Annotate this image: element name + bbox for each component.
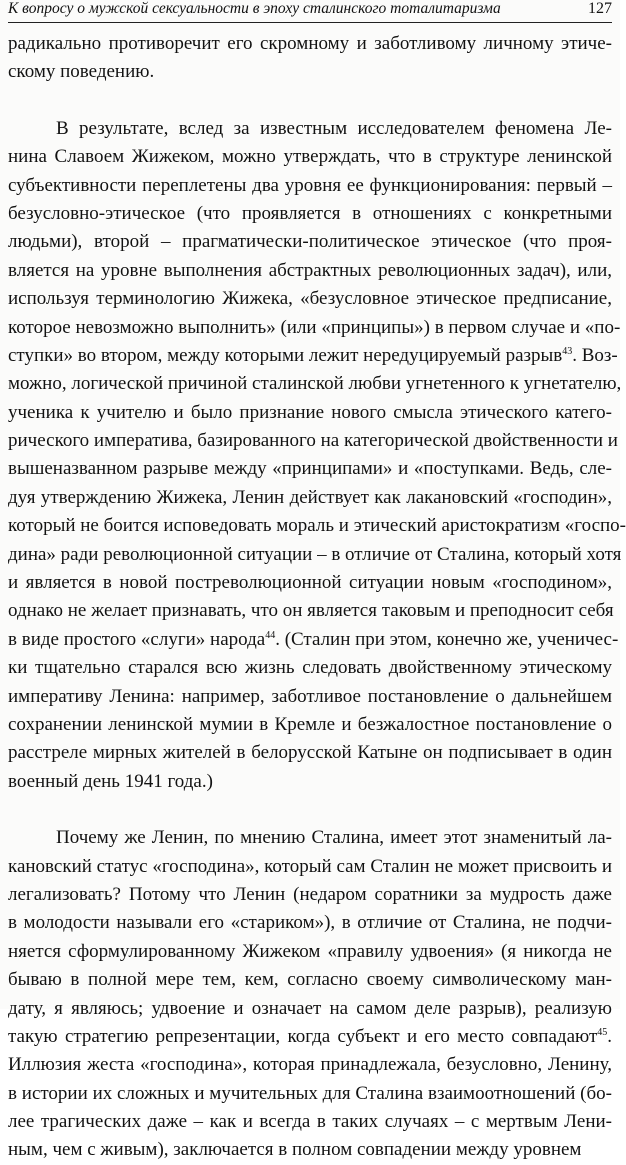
text-line: ступки» во втором, между которыми лежит нередуцируемый разрыв$^{43}$. Воз-	[8, 344, 618, 366]
text-line: которое невозможно выполнить» (или «принципы») в первом случае и «по-	[8, 316, 621, 338]
footnote-marker[interactable]: 44	[265, 629, 276, 641]
running-header	[8, 0, 612, 23]
text-line: Почему же Ленин, по мнению Сталина, имеет этот знаменитый ла-	[56, 827, 612, 849]
text-line: можно, логической причиной сталинской любви угнетенного к угнетателю,	[8, 373, 622, 395]
paragraph-gap	[8, 87, 612, 115]
text-line: скому поведению.	[8, 61, 155, 83]
text-line: ным, чем с живым), заключается в полном совпадении между уровнем	[8, 1139, 582, 1161]
text-line: людьми), второй – прагматически-политическое этическое (что проя-	[8, 231, 612, 253]
text-line: который не боится исповедовать мораль и этический аристократизм «госпо-	[8, 515, 626, 537]
text-line: дату, я являюсь; удвоение и означает на самом деле разрыв), реализую	[8, 997, 612, 1019]
text-line: кановский статус «господина», который сам Сталин не может присвоить и	[8, 855, 612, 877]
running-title: К вопросу о мужской сексуальности в эпоху сталинского тоталитаризма	[8, 0, 501, 17]
text-line: дина» ради революционной ситуации – в отличие от Сталина, который хотя	[8, 543, 622, 565]
text-line: Иллюзия жеста «господина», которая принадлежала, безусловно, Ленину,	[8, 1054, 612, 1076]
text-line: лее трагических даже – как и всегда в таких случаях – с мертвым Лени-	[8, 1111, 612, 1133]
paragraph-gap	[8, 796, 612, 824]
text-line: в молодости называли его «стариком»), в отличие от Сталина, не подчи-	[8, 912, 612, 934]
text-line: ки тщательно старался всю жизнь следовать двойственному этическому	[8, 657, 612, 679]
footnote-marker[interactable]: 45	[597, 1026, 608, 1038]
paragraph	[8, 30, 612, 87]
text-line: и является в новой постреволюционной ситуации новым «господином»,	[8, 572, 612, 594]
text-line: однако не желает признавать, что он является таковым и преподносит себя	[8, 600, 614, 622]
text-line: используя терминологию Жижека, «безусловное этическое предписание,	[8, 288, 612, 310]
paragraph	[8, 115, 626, 796]
text-line: в виде простого «слуги» народа$^{44}$. (Сталин при этом, конечно же, ученичес-	[8, 628, 619, 650]
text-line: такую стратегию репрезентации, когда субъект и его место совпадают$^{45}$.	[8, 1025, 612, 1047]
text-line: легализовать? Потому что Ленин (недаром соратники за мудрость даже	[8, 883, 612, 905]
text-line: няется сформулированному Жижеком «правилу удвоения» (я никогда не	[8, 940, 612, 962]
text-line: бываю в полной мере тем, кем, согласно своему символическому ман-	[8, 969, 612, 991]
text-line: нина Славоем Жижеком, можно утверждать, что в структуре ленинской	[8, 146, 612, 168]
text-line: расстреле мирных жителей в белорусской Катыне он подписывает в один	[8, 742, 612, 764]
text-line: дуя утверждению Жижека, Ленин действует как лакановский «господин»,	[8, 486, 612, 508]
text-line: вышеназванном разрыве между «принципами» и «поступками. Ведь, сле-	[8, 458, 612, 480]
text-line: в истории их сложных и мучительных для Сталина взаимоотношений (бо-	[8, 1082, 612, 1104]
text-line: радикально противоречит его скромному и заботливому личному этиче-	[8, 33, 612, 54]
body-text	[8, 30, 626, 1165]
paragraph	[8, 824, 612, 1165]
text-line: безусловно-этическое (что проявляется в отношениях с конкретными	[8, 202, 612, 224]
text-line: В результате, вслед за известным исследователем феномена Ле-	[56, 117, 612, 139]
text-line: сохранении ленинской мумии в Кремле и безжалостное постановление о	[8, 713, 612, 735]
text-line: субъективности переплетены два уровня ее функционирования: первый –	[8, 174, 612, 196]
footnote-marker[interactable]: 43	[562, 345, 573, 357]
text-line: императиву Ленина: например, заботливое постановление о дальнейшем	[8, 685, 612, 707]
page-number: 127	[588, 0, 612, 17]
text-line: ученика к учителю и было признание нового смысла этического катего-	[8, 401, 612, 423]
text-line: вляется на уровне выполнения абстрактных революционных задач), или,	[8, 259, 612, 281]
text-line: рического императива, базированного на категорической двойственности и	[8, 430, 618, 452]
text-line: военный день 1941 года.)	[8, 770, 213, 792]
